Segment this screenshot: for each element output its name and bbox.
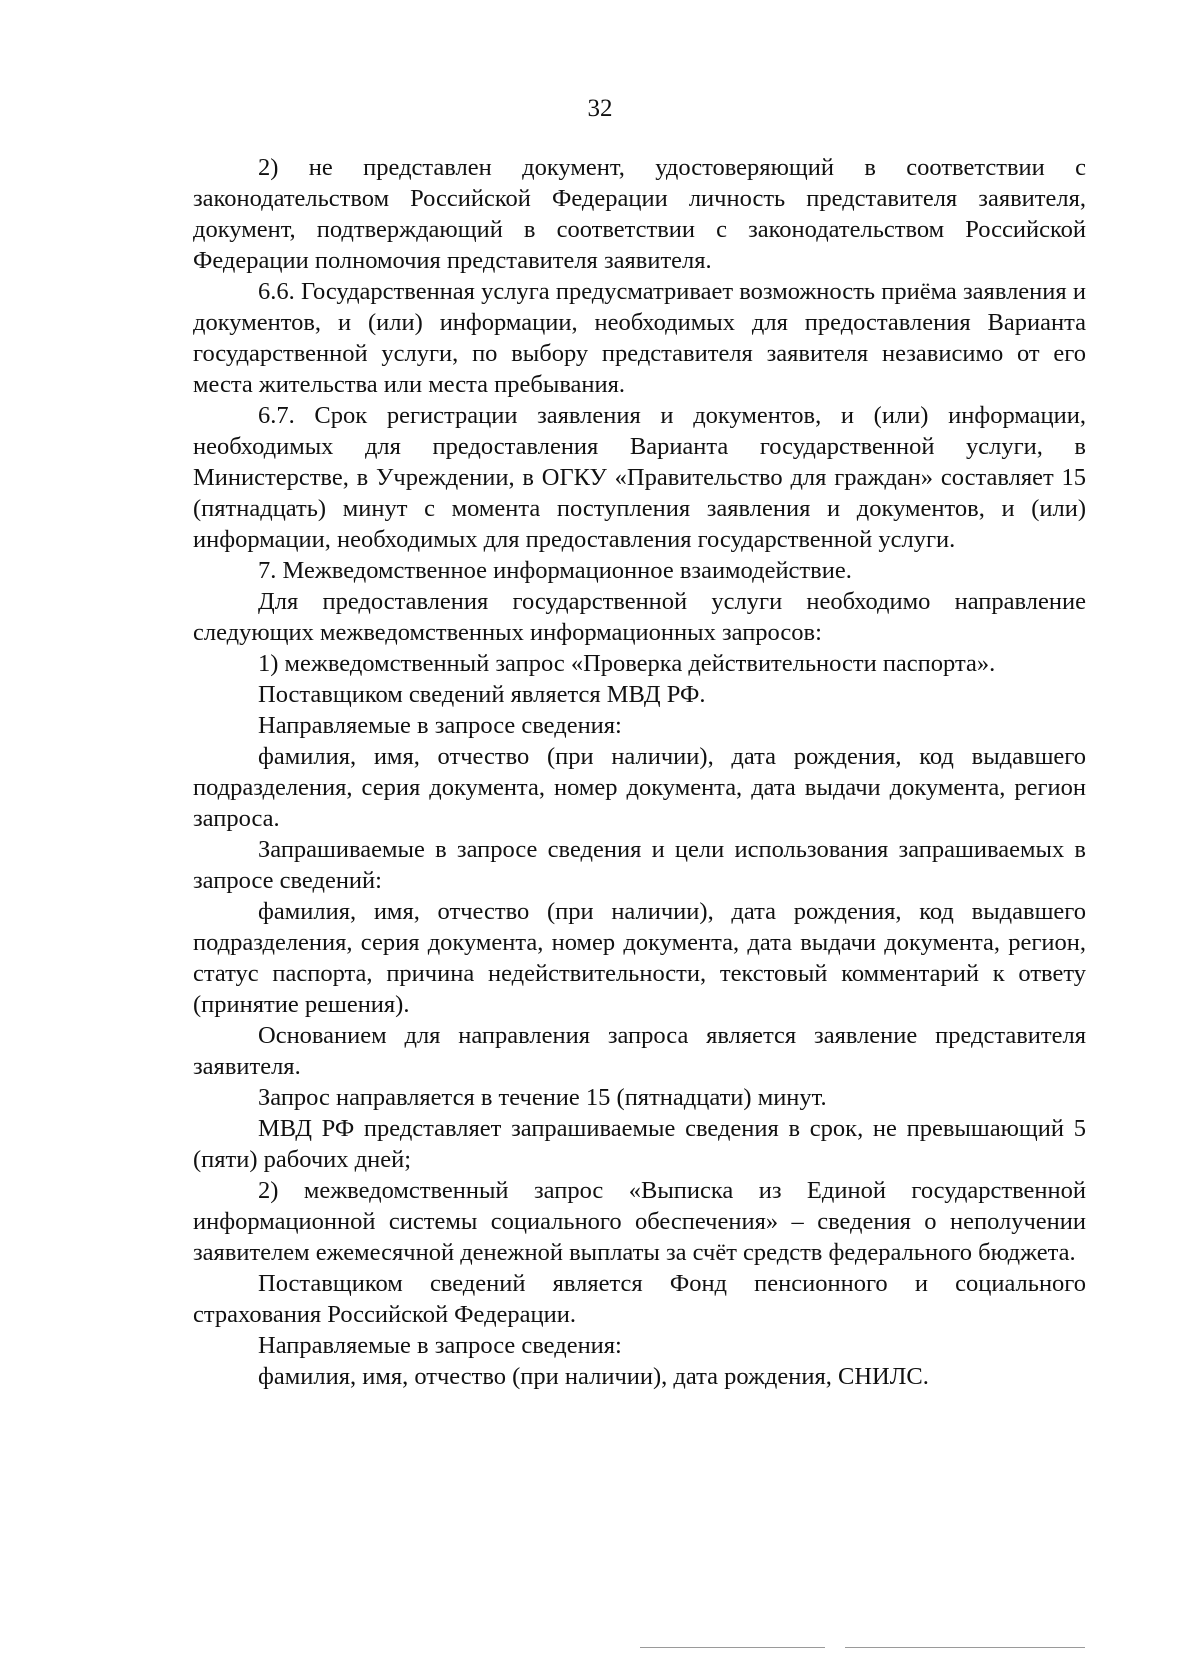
paragraph: Для предоставления государственной услуги необходимо направление следующих межведомственных информационных запросов:	[193, 588, 1086, 646]
paragraph: Запрашиваемые в запросе сведения и цели использования запрашиваемых в запросе сведений:	[193, 836, 1086, 894]
paragraph: 2) не представлен документ, удостоверяющий в соответствии с законодательством Российской Федерации личность представителя заявителя, документ, подтверждающий в соответствии с законодательством Российской Федерации полномочия представителя заявителя.	[193, 154, 1086, 274]
paragraph: фамилия, имя, отчество (при наличии), дата рождения, код выдавшего подразделения, серия документа, номер документа, дата выдачи документа, регион, статус паспорта, причина недействительности, текстовый комментарий к ответу (принятие решения).	[193, 898, 1086, 1018]
footer-divider	[640, 1647, 825, 1648]
page-number: 32	[587, 95, 613, 122]
paragraph: Поставщиком сведений является Фонд пенсионного и социального страхования Российской Федерации.	[193, 1270, 1086, 1328]
paragraph: Направляемые в запросе сведения:	[258, 1332, 622, 1359]
paragraph: Направляемые в запросе сведения:	[258, 712, 622, 739]
paragraph: МВД РФ представляет запрашиваемые сведения в срок, не превышающий 5 (пяти) рабочих дней;	[193, 1115, 1086, 1173]
paragraph: 6.7. Срок регистрации заявления и документов, и (или) информации, необходимых для предоставления Варианта государственной услуги, в Министерстве, в Учреждении, в ОГКУ «Правительство для граждан» составляет 15 (пятнадцать) минут с момента поступления заявления и документов, и (или) информации, необходимых для предоставления государственной услуги.	[193, 402, 1086, 553]
paragraph: 2) межведомственный запрос «Выписка из Единой государственной информационной системы социального обеспечения» – сведения о неполучении заявителем ежемесячной денежной выплаты за счёт средств федерального бюджета.	[193, 1177, 1086, 1266]
paragraph: 1) межведомственный запрос «Проверка действительности паспорта».	[258, 650, 996, 677]
footer-divider	[845, 1647, 1085, 1648]
paragraph: фамилия, имя, отчество (при наличии), дата рождения, код выдавшего подразделения, серия документа, номер документа, дата выдачи документа, регион запроса.	[193, 743, 1086, 832]
paragraph: фамилия, имя, отчество (при наличии), дата рождения, СНИЛС.	[258, 1363, 929, 1390]
paragraph: Запрос направляется в течение 15 (пятнадцати) минут.	[258, 1084, 827, 1111]
section-heading: 7. Межведомственное информационное взаимодействие.	[258, 557, 852, 584]
paragraph: Поставщиком сведений является МВД РФ.	[258, 681, 706, 708]
paragraph: Основанием для направления запроса является заявление представителя заявителя.	[193, 1022, 1086, 1080]
paragraph: 6.6. Государственная услуга предусматривает возможность приёма заявления и документов, и (или) информации, необходимых для предоставления Варианта государственной услуги, по выбору представителя заявителя независимо от его места жительства или места пребывания.	[193, 278, 1086, 398]
document-body	[193, 152, 1086, 1392]
